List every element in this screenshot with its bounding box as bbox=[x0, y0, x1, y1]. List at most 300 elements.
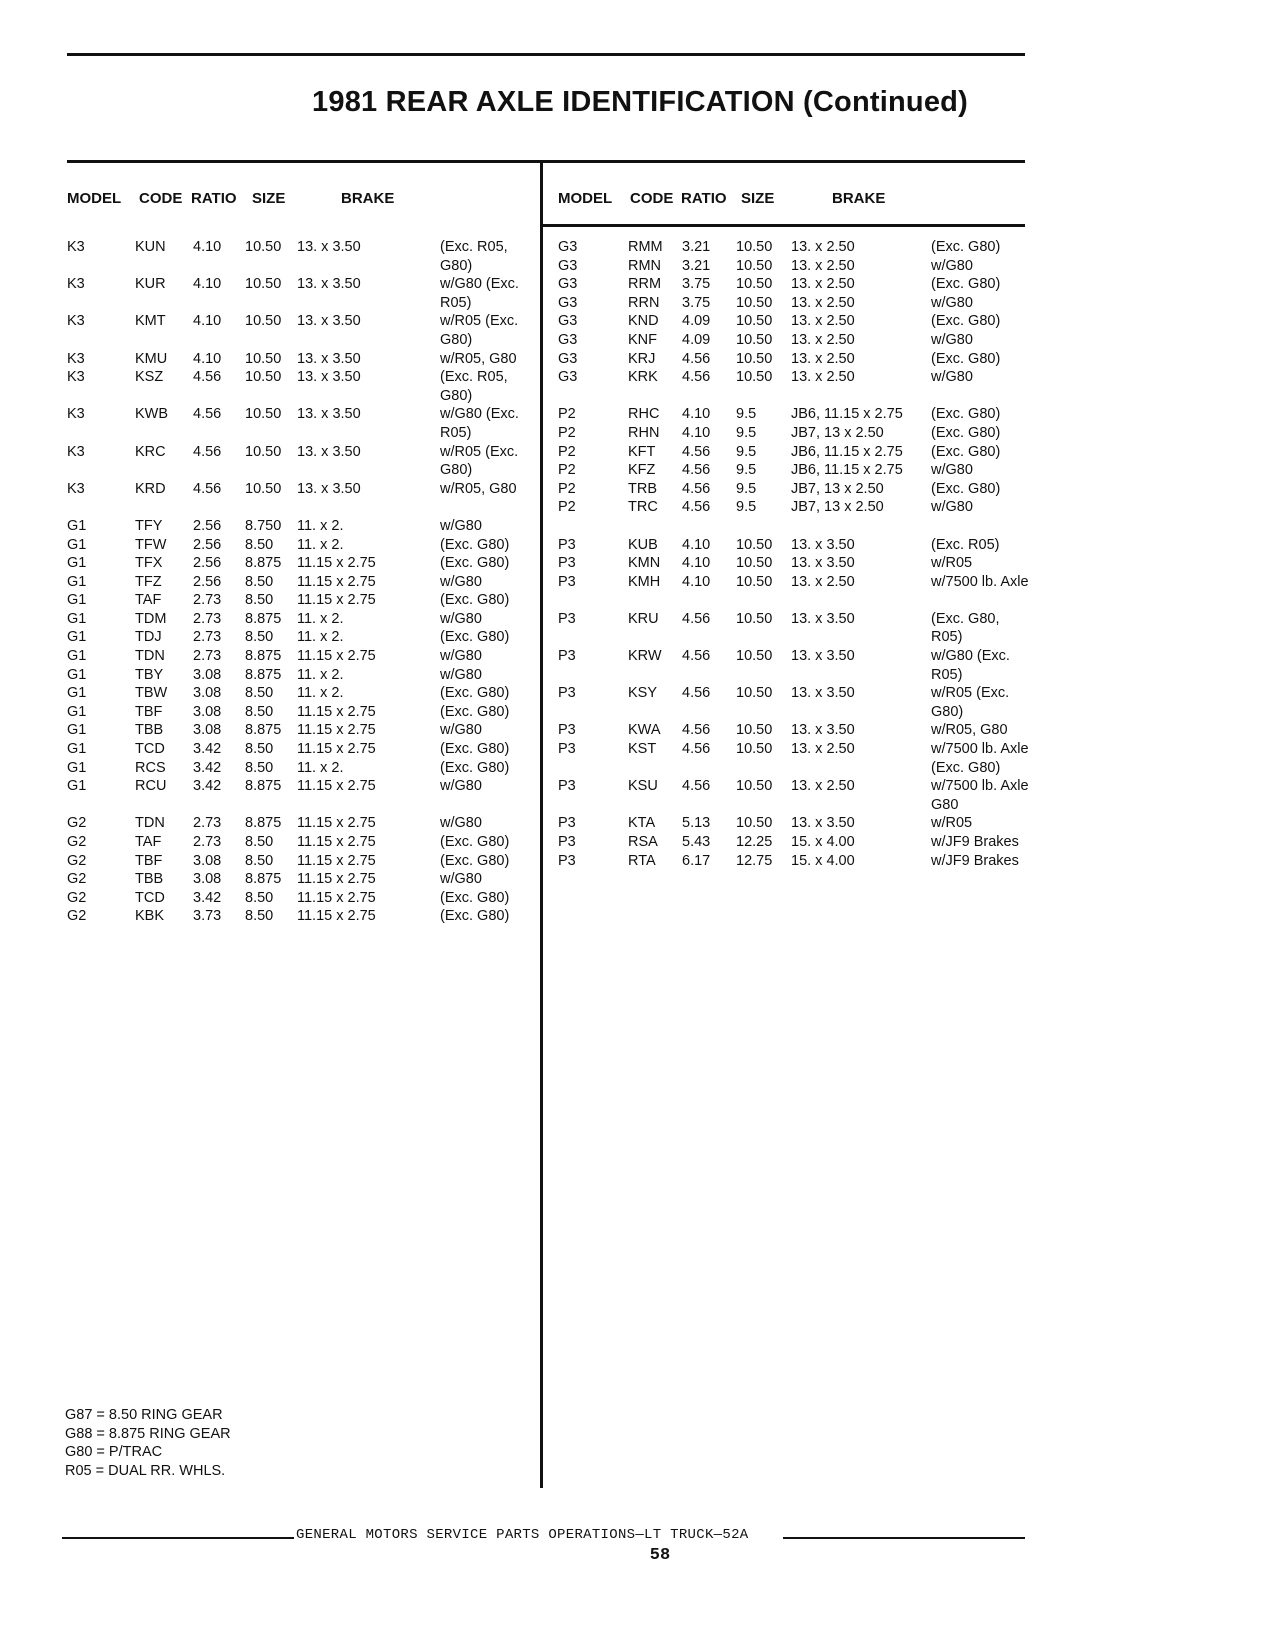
cell-size: 9.5 bbox=[736, 406, 757, 423]
cell-brake: 13. x 2.50 bbox=[791, 778, 855, 795]
cell-model: G3 bbox=[558, 331, 578, 348]
cell-size: 10.50 bbox=[736, 536, 773, 553]
cell-code: KUR bbox=[135, 276, 166, 293]
cell-ratio: 3.08 bbox=[193, 685, 222, 702]
cell-ratio: 2.73 bbox=[193, 834, 222, 850]
cell-model: P2 bbox=[558, 499, 576, 516]
cell-brake: 13. x 3.50 bbox=[791, 815, 855, 832]
cell-note: w/R05 bbox=[931, 555, 973, 572]
cell-model: P3 bbox=[558, 573, 576, 590]
cell-brake: 13. x 3.50 bbox=[297, 313, 361, 330]
cell-ratio: 4.10 bbox=[682, 573, 711, 590]
cell-model: P3 bbox=[558, 555, 576, 572]
cell-size: 8.50 bbox=[245, 592, 274, 609]
cell-ratio: 4.56 bbox=[193, 406, 222, 423]
cell-code: KRJ bbox=[628, 350, 656, 367]
cell-brake: 11.15 x 2.75 bbox=[297, 722, 376, 739]
cell-code: KWB bbox=[135, 406, 169, 423]
cell-size: 12.75 bbox=[736, 852, 773, 869]
footer-rule-left bbox=[62, 1537, 294, 1539]
cell-ratio: 4.09 bbox=[682, 331, 711, 348]
cell-ratio: 4.56 bbox=[682, 722, 711, 739]
cell-note: w/R05 bbox=[931, 815, 973, 832]
cell-code: TAF bbox=[135, 592, 162, 609]
cell-size: 8.875 bbox=[245, 666, 282, 683]
cell-code: RMN bbox=[628, 257, 662, 274]
cell-model: G3 bbox=[558, 257, 578, 274]
cell-brake: 11.15 x 2.75 bbox=[297, 592, 376, 609]
cell-model: P3 bbox=[558, 741, 576, 758]
cell-note: (Exc. R05) bbox=[931, 536, 1000, 553]
cell-note: w/7500 lb. Axle (Exc. G80) bbox=[931, 741, 1029, 776]
cell-note: (Exc. G80) bbox=[440, 703, 510, 720]
cell-model: P2 bbox=[558, 443, 576, 460]
cell-code: TBY bbox=[135, 666, 164, 683]
cell-note: w/G80 bbox=[440, 517, 482, 534]
cell-brake: JB6, 11.15 x 2.75 bbox=[791, 443, 903, 460]
cell-brake: 13. x 2.50 bbox=[791, 257, 855, 274]
cell-size: 10.50 bbox=[245, 350, 282, 367]
cell-size: 10.50 bbox=[736, 555, 773, 572]
cell-code: RCU bbox=[135, 778, 167, 795]
cell-size: 10.50 bbox=[736, 573, 773, 590]
cell-ratio: 3.42 bbox=[193, 741, 222, 758]
cell-model: G3 bbox=[558, 276, 578, 293]
cell-size: 10.50 bbox=[736, 778, 773, 795]
header-size-left: SIZE bbox=[252, 190, 286, 207]
cell-size: 8.50 bbox=[245, 685, 274, 702]
cell-note: (Exc. G80) bbox=[440, 536, 510, 553]
cell-brake: 13. x 2.50 bbox=[791, 313, 855, 330]
cell-ratio: 2.73 bbox=[193, 648, 222, 665]
cell-code: TCD bbox=[135, 889, 165, 906]
cell-code: TCD bbox=[135, 741, 165, 758]
cell-brake: 13. x 3.50 bbox=[791, 610, 855, 627]
cell-note: w/R05 (Exc. G80) bbox=[931, 685, 1010, 720]
cell-size: 8.750 bbox=[245, 517, 282, 534]
cell-model: G1 bbox=[67, 610, 87, 627]
cell-ratio: 4.10 bbox=[682, 424, 711, 441]
cell-size: 9.5 bbox=[736, 424, 757, 441]
cell-size: 8.875 bbox=[245, 555, 282, 572]
cell-note: w/G80 bbox=[440, 573, 482, 590]
cell-code: TRC bbox=[628, 499, 658, 516]
cell-brake: 13. x 3.50 bbox=[297, 480, 361, 497]
cell-code: KBK bbox=[135, 908, 165, 925]
cell-note: (Exc. G80) bbox=[440, 759, 510, 776]
cell-note: (Exc. G80) bbox=[931, 350, 1001, 367]
cell-model: K3 bbox=[67, 480, 85, 497]
cell-note: w/G80 bbox=[931, 369, 973, 386]
cell-note: (Exc. G80) bbox=[931, 239, 1001, 255]
cell-model: K3 bbox=[67, 443, 85, 460]
cell-model: P3 bbox=[558, 685, 576, 702]
cell-ratio: 4.10 bbox=[193, 350, 222, 367]
cell-ratio: 4.56 bbox=[682, 648, 711, 665]
cell-note: w/G80 (Exc. R05) bbox=[931, 648, 1010, 683]
cell-ratio: 4.10 bbox=[193, 276, 222, 293]
cell-brake: 13. x 3.50 bbox=[297, 369, 361, 386]
cell-brake: JB6, 11.15 x 2.75 bbox=[791, 462, 903, 479]
cell-brake: JB6, 11.15 x 2.75 bbox=[791, 406, 903, 423]
cell-model: G3 bbox=[558, 313, 578, 330]
cell-brake: 13. x 3.50 bbox=[297, 350, 361, 367]
cell-note: w/G80 (Exc. R05) bbox=[440, 276, 519, 311]
footer-rule-right bbox=[783, 1537, 1025, 1539]
cell-code: KRK bbox=[628, 369, 658, 386]
cell-model: G1 bbox=[67, 555, 87, 572]
cell-ratio: 5.43 bbox=[682, 834, 711, 850]
cell-code: KSU bbox=[628, 778, 658, 795]
cell-code: TBF bbox=[135, 703, 163, 720]
cell-ratio: 2.56 bbox=[193, 555, 222, 572]
cell-note: w/G80 bbox=[931, 294, 973, 311]
cell-size: 9.5 bbox=[736, 499, 757, 516]
cell-size: 10.50 bbox=[245, 369, 282, 386]
cell-model: P3 bbox=[558, 778, 576, 795]
cell-code: TBF bbox=[135, 852, 163, 869]
cell-note: (Exc. G80) bbox=[440, 555, 510, 572]
cell-size: 10.50 bbox=[736, 722, 773, 739]
cell-note: w/JF9 Brakes bbox=[931, 852, 1019, 869]
cell-note: (Exc. G80) bbox=[440, 889, 510, 906]
cell-ratio: 3.08 bbox=[193, 852, 222, 869]
cell-size: 10.50 bbox=[736, 815, 773, 832]
cell-brake: JB7, 13 x 2.50 bbox=[791, 499, 884, 516]
cell-note: w/G80 (Exc. R05) bbox=[440, 406, 519, 441]
cell-code: TAF bbox=[135, 834, 162, 850]
cell-ratio: 3.08 bbox=[193, 703, 222, 720]
cell-ratio: 4.56 bbox=[682, 499, 711, 516]
cell-model: P3 bbox=[558, 834, 576, 850]
cell-note: w/G80 bbox=[440, 648, 482, 665]
cell-ratio: 4.56 bbox=[193, 443, 222, 460]
cell-brake: 13. x 2.50 bbox=[791, 239, 855, 255]
cell-model: K3 bbox=[67, 313, 85, 330]
cell-note: w/R05 (Exc. G80) bbox=[440, 313, 519, 348]
header-size-right: SIZE bbox=[741, 190, 775, 207]
cell-size: 8.875 bbox=[245, 722, 282, 739]
cell-note: (Exc. R05, G80) bbox=[440, 239, 508, 274]
legend-item: G80 = P/TRAC bbox=[65, 1444, 163, 1461]
header-code-right: CODE bbox=[630, 190, 674, 207]
cell-code: RTA bbox=[628, 852, 656, 869]
cell-brake: 13. x 2.50 bbox=[791, 331, 855, 348]
cell-ratio: 4.56 bbox=[682, 462, 711, 479]
cell-ratio: 4.56 bbox=[682, 350, 711, 367]
legend-item: G87 = 8.50 RING GEAR bbox=[65, 1407, 223, 1423]
cell-ratio: 2.73 bbox=[193, 815, 222, 832]
cell-note: w/G80 bbox=[931, 331, 973, 348]
cell-note: w/G80 bbox=[440, 610, 482, 627]
cell-size: 8.875 bbox=[245, 610, 282, 627]
cell-note: w/G80 bbox=[931, 462, 973, 479]
cell-brake: 11.15 x 2.75 bbox=[297, 648, 376, 665]
cell-note: w/G80 bbox=[440, 815, 482, 832]
cell-brake: 11. x 2. bbox=[297, 517, 344, 534]
cell-code: KMU bbox=[135, 350, 168, 367]
cell-size: 8.50 bbox=[245, 889, 274, 906]
cell-model: G1 bbox=[67, 666, 87, 683]
cell-note: (Exc. G80) bbox=[931, 443, 1001, 460]
cell-ratio: 5.13 bbox=[682, 815, 711, 832]
cell-model: P2 bbox=[558, 480, 576, 497]
cell-model: P3 bbox=[558, 815, 576, 832]
cell-size: 8.875 bbox=[245, 648, 282, 665]
cell-code: KMN bbox=[628, 555, 661, 572]
cell-ratio: 2.73 bbox=[193, 610, 222, 627]
cell-model: G1 bbox=[67, 592, 87, 609]
cell-model: G1 bbox=[67, 573, 87, 590]
cell-brake: 13. x 3.50 bbox=[791, 536, 855, 553]
cell-ratio: 4.10 bbox=[193, 239, 222, 255]
cell-brake: 13. x 2.50 bbox=[791, 369, 855, 386]
cell-model: P3 bbox=[558, 536, 576, 553]
header-brake-right: BRAKE bbox=[832, 190, 886, 207]
cell-model: P3 bbox=[558, 648, 576, 665]
cell-size: 8.875 bbox=[245, 871, 282, 888]
cell-size: 10.50 bbox=[736, 313, 773, 330]
cell-code: RSA bbox=[628, 834, 658, 850]
cell-note: (Exc. G80) bbox=[931, 406, 1001, 423]
cell-ratio: 3.42 bbox=[193, 778, 222, 795]
cell-note: (Exc. G80) bbox=[440, 834, 510, 850]
cell-note: (Exc. G80) bbox=[931, 480, 1001, 497]
cell-note: w/G80 bbox=[440, 871, 482, 888]
cell-ratio: 4.56 bbox=[193, 480, 222, 497]
cell-code: KRW bbox=[628, 648, 662, 665]
cell-model: G2 bbox=[67, 815, 87, 832]
cell-note: (Exc. G80, R05) bbox=[931, 610, 1000, 646]
cell-note: (Exc. G80) bbox=[440, 592, 510, 609]
cell-size: 8.875 bbox=[245, 778, 282, 795]
cell-ratio: 3.08 bbox=[193, 722, 222, 739]
cell-ratio: 4.56 bbox=[682, 369, 711, 386]
cell-ratio: 4.56 bbox=[682, 685, 711, 702]
cell-brake: 13. x 3.50 bbox=[791, 555, 855, 572]
cell-model: P2 bbox=[558, 424, 576, 441]
header-ratio-left: RATIO bbox=[191, 190, 237, 207]
cell-brake: 13. x 3.50 bbox=[297, 276, 361, 293]
header-ratio-right: RATIO bbox=[681, 190, 727, 207]
cell-model: G2 bbox=[67, 871, 87, 888]
cell-code: TBB bbox=[135, 871, 164, 888]
cell-size: 10.50 bbox=[245, 313, 282, 330]
cell-ratio: 4.56 bbox=[682, 443, 711, 460]
cell-note: w/G80 bbox=[440, 722, 482, 739]
cell-code: KND bbox=[628, 313, 659, 330]
header-model-left: MODEL bbox=[67, 190, 122, 207]
cell-brake: 13. x 3.50 bbox=[297, 239, 361, 255]
cell-size: 9.5 bbox=[736, 480, 757, 497]
cell-ratio: 4.10 bbox=[682, 555, 711, 572]
cell-size: 12.25 bbox=[736, 834, 773, 850]
cell-code: KTA bbox=[628, 815, 656, 832]
cell-ratio: 3.42 bbox=[193, 889, 222, 906]
cell-size: 9.5 bbox=[736, 462, 757, 479]
cell-ratio: 2.73 bbox=[193, 629, 222, 646]
cell-brake: 11.15 x 2.75 bbox=[297, 703, 376, 720]
cell-code: RCS bbox=[135, 759, 166, 776]
cell-code: RHC bbox=[628, 406, 660, 423]
cell-note: w/JF9 Brakes bbox=[931, 834, 1019, 850]
cell-size: 10.50 bbox=[736, 610, 773, 627]
cell-note: (Exc. G80) bbox=[931, 424, 1001, 441]
cell-note: w/7500 lb. Axle G80 bbox=[931, 778, 1029, 813]
cell-brake: 13. x 2.50 bbox=[791, 350, 855, 367]
cell-brake: 13. x 3.50 bbox=[791, 722, 855, 739]
cell-ratio: 3.75 bbox=[682, 294, 711, 311]
cell-brake: 13. x 2.50 bbox=[791, 573, 855, 590]
cell-ratio: 3.21 bbox=[682, 257, 711, 274]
cell-model: K3 bbox=[67, 239, 85, 255]
header-brake-left: BRAKE bbox=[341, 190, 395, 207]
cell-code: KUN bbox=[135, 239, 166, 255]
footer-text: GENERAL MOTORS SERVICE PARTS OPERATIONS—LT TRUCK—52A bbox=[296, 1527, 749, 1543]
cell-ratio: 3.75 bbox=[682, 276, 711, 293]
cell-brake: 15. x 4.00 bbox=[791, 834, 855, 850]
cell-note: (Exc. G80) bbox=[440, 741, 510, 758]
cell-model: G3 bbox=[558, 294, 578, 311]
legend bbox=[65, 1406, 231, 1480]
cell-size: 10.50 bbox=[245, 406, 282, 423]
cell-ratio: 2.56 bbox=[193, 517, 222, 534]
cell-size: 10.50 bbox=[736, 257, 773, 274]
cell-note: (Exc. R05, G80) bbox=[440, 369, 508, 404]
cell-brake: 11.15 x 2.75 bbox=[297, 871, 376, 888]
header-model-right: MODEL bbox=[558, 190, 613, 207]
cell-note: (Exc. G80) bbox=[440, 685, 510, 702]
cell-note: w/G80 bbox=[931, 499, 973, 516]
cell-size: 8.50 bbox=[245, 759, 274, 776]
cell-code: TDN bbox=[135, 815, 165, 832]
cell-size: 10.50 bbox=[736, 239, 773, 255]
cell-size: 10.50 bbox=[245, 443, 282, 460]
cell-code: KSZ bbox=[135, 369, 164, 386]
cell-brake: 11.15 x 2.75 bbox=[297, 834, 376, 850]
cell-model: G1 bbox=[67, 648, 87, 665]
cell-size: 8.50 bbox=[245, 834, 274, 850]
cell-ratio: 4.10 bbox=[682, 536, 711, 553]
cell-brake: 11.15 x 2.75 bbox=[297, 778, 376, 795]
cell-model: G1 bbox=[67, 741, 87, 758]
cell-brake: 11. x 2. bbox=[297, 685, 344, 702]
cell-brake: 15. x 4.00 bbox=[791, 852, 855, 869]
cell-note: w/G80 bbox=[440, 778, 482, 795]
column-divider bbox=[540, 160, 543, 1488]
cell-brake: JB7, 13 x 2.50 bbox=[791, 480, 884, 497]
cell-ratio: 4.09 bbox=[682, 313, 711, 330]
cell-code: KMT bbox=[135, 313, 166, 330]
cell-note: (Exc. G80) bbox=[931, 313, 1001, 330]
cell-note: w/G80 bbox=[440, 666, 482, 683]
cell-ratio: 2.56 bbox=[193, 573, 222, 590]
cell-model: P2 bbox=[558, 462, 576, 479]
page-number: 58 bbox=[649, 1546, 671, 1565]
cell-ratio: 3.42 bbox=[193, 759, 222, 776]
cell-size: 9.5 bbox=[736, 443, 757, 460]
cell-brake: 11.15 x 2.75 bbox=[297, 815, 376, 832]
cell-brake: 11. x 2. bbox=[297, 610, 344, 627]
cell-note: w/G80 bbox=[931, 257, 973, 274]
cell-model: G1 bbox=[67, 703, 87, 720]
cell-code: TFW bbox=[135, 536, 167, 553]
cell-model: G1 bbox=[67, 685, 87, 702]
cell-brake: 11.15 x 2.75 bbox=[297, 908, 376, 925]
cell-model: G1 bbox=[67, 517, 87, 534]
cell-size: 10.50 bbox=[736, 741, 773, 758]
cell-ratio: 4.10 bbox=[193, 313, 222, 330]
cell-size: 10.50 bbox=[736, 648, 773, 665]
cell-model: K3 bbox=[67, 369, 85, 386]
cell-code: KRD bbox=[135, 480, 166, 497]
cell-brake: 13. x 2.50 bbox=[791, 276, 855, 293]
cell-size: 8.50 bbox=[245, 573, 274, 590]
cell-code: TFZ bbox=[135, 573, 162, 590]
cell-size: 8.875 bbox=[245, 815, 282, 832]
cell-brake: JB7, 13 x 2.50 bbox=[791, 424, 884, 441]
cell-size: 8.50 bbox=[245, 536, 274, 553]
cell-ratio: 4.56 bbox=[682, 480, 711, 497]
cell-note: w/R05 (Exc. G80) bbox=[440, 443, 519, 479]
cell-ratio: 4.56 bbox=[682, 610, 711, 627]
cell-model: G3 bbox=[558, 350, 578, 367]
cell-code: RHN bbox=[628, 424, 660, 441]
cell-model: G1 bbox=[67, 629, 87, 646]
cell-size: 8.50 bbox=[245, 703, 274, 720]
cell-ratio: 2.73 bbox=[193, 592, 222, 609]
cell-brake: 13. x 3.50 bbox=[791, 685, 855, 702]
cell-code: KST bbox=[628, 741, 657, 758]
cell-code: TRB bbox=[628, 480, 657, 497]
cell-model: P3 bbox=[558, 722, 576, 739]
cell-code: KWA bbox=[628, 722, 661, 739]
cell-code: KUB bbox=[628, 536, 658, 553]
cell-ratio: 3.73 bbox=[193, 908, 222, 925]
legend-item: R05 = DUAL RR. WHLS. bbox=[65, 1462, 226, 1479]
cell-model: K3 bbox=[67, 276, 85, 293]
cell-brake: 13. x 3.50 bbox=[791, 648, 855, 665]
cell-note: (Exc. G80) bbox=[440, 908, 510, 925]
cell-ratio: 4.56 bbox=[682, 741, 711, 758]
cell-model: P3 bbox=[558, 610, 576, 627]
cell-size: 8.50 bbox=[245, 741, 274, 758]
cell-model: G2 bbox=[67, 834, 87, 850]
cell-model: G1 bbox=[67, 536, 87, 553]
cell-ratio: 3.21 bbox=[682, 239, 711, 255]
top-rule bbox=[67, 53, 1025, 56]
cell-model: G1 bbox=[67, 722, 87, 739]
cell-note: w/R05, G80 bbox=[440, 480, 517, 497]
cell-model: G3 bbox=[558, 239, 578, 255]
cell-code: KRU bbox=[628, 610, 659, 627]
cell-code: TDM bbox=[135, 610, 167, 627]
cell-ratio: 4.56 bbox=[193, 369, 222, 386]
cell-brake: 13. x 2.50 bbox=[791, 294, 855, 311]
cell-model: G3 bbox=[558, 369, 578, 386]
cell-model: G2 bbox=[67, 889, 87, 906]
cell-code: RMM bbox=[628, 239, 663, 255]
cell-brake: 13. x 3.50 bbox=[297, 406, 361, 423]
cell-code: RRN bbox=[628, 294, 660, 311]
cell-model: K3 bbox=[67, 350, 85, 367]
cell-size: 8.50 bbox=[245, 908, 274, 925]
cell-code: TBB bbox=[135, 722, 164, 739]
cell-note: w/R05, G80 bbox=[440, 350, 517, 367]
cell-size: 10.50 bbox=[736, 294, 773, 311]
cell-size: 10.50 bbox=[736, 276, 773, 293]
cell-ratio: 2.56 bbox=[193, 536, 222, 553]
